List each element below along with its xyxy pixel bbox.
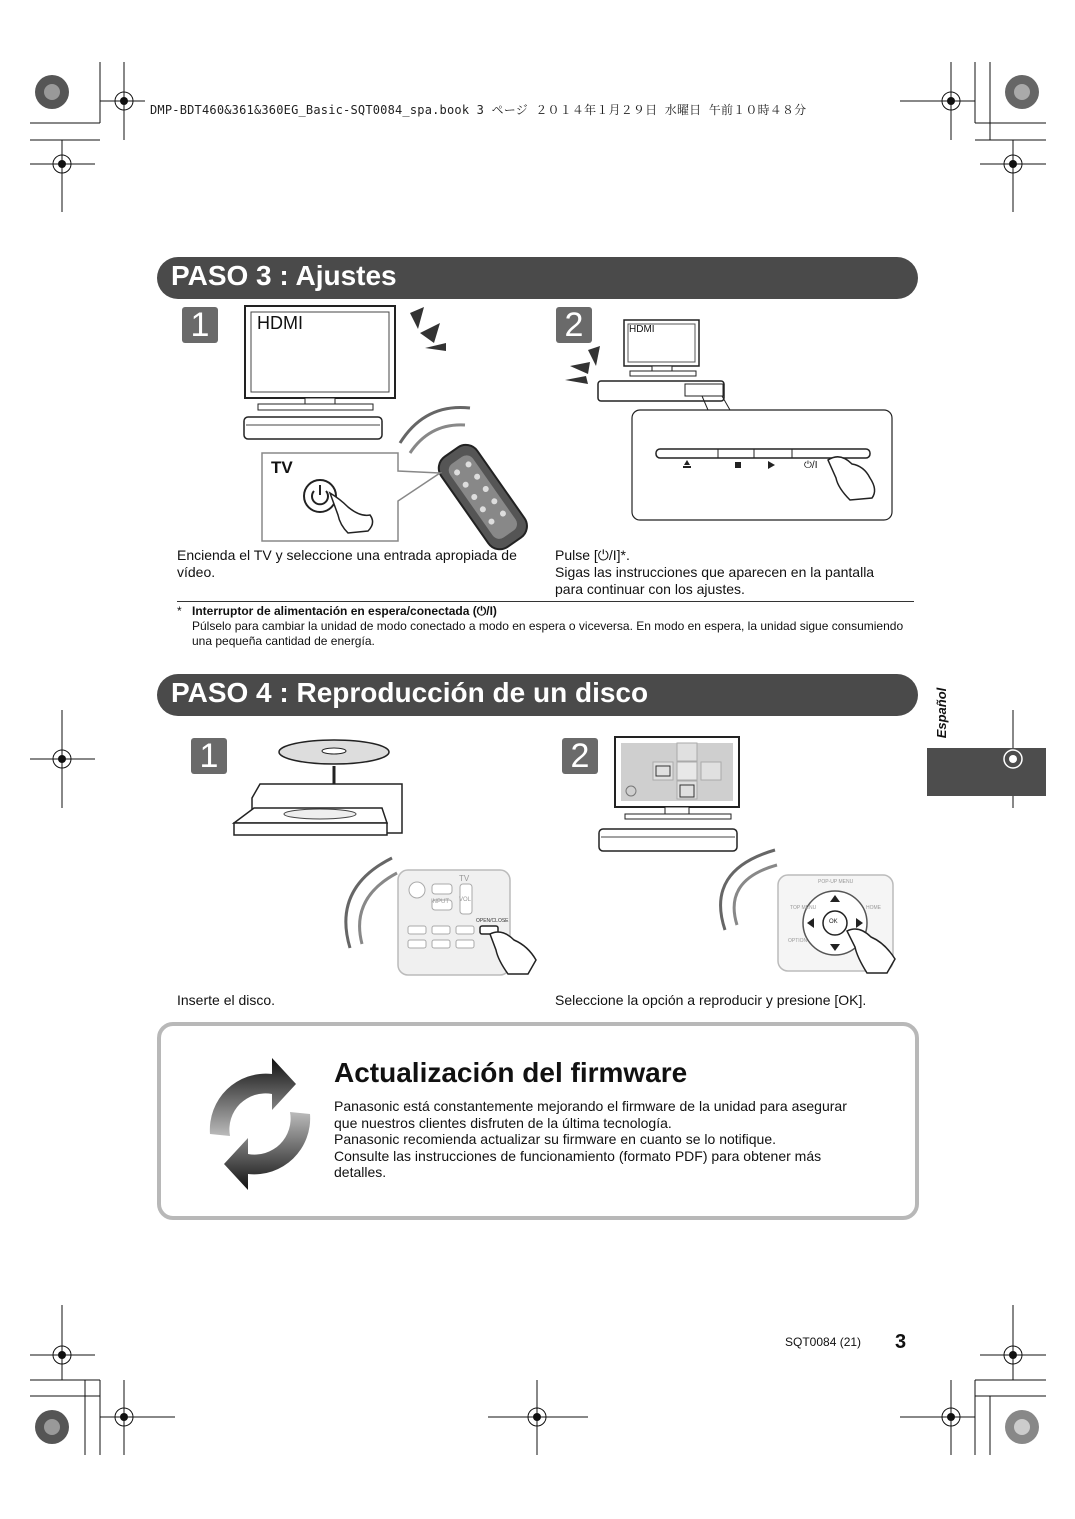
paso4-step2-badge: 2 xyxy=(562,738,598,774)
side-tab-target-icon xyxy=(998,744,1028,774)
footnote-body: Púlselo para cambiar la unidad de modo conectado a modo en espera o viceversa. En modo en espera, la unidad sigue consumiendo una pequeña cantidad de energía. xyxy=(192,619,904,648)
footnote-marker: * xyxy=(177,604,182,618)
footnote-title: Interruptor de alimentación en espera/conectada (⏻/I) xyxy=(192,604,497,618)
paso3-step2-badge: 2 xyxy=(556,307,592,343)
paso3-step1-badge: 1 xyxy=(182,307,218,343)
firmware-body: Panasonic está constantemente mejorando el firmware de la unidad para asegurar que nuestros clientes disfruten de la última tecnología. Panasonic recomienda actualizar su firmware en cuanto se lo notifique. Consulte las instrucciones de funcionamiento (formato PDF) para obtener más detalles. xyxy=(334,1098,847,1180)
tv-button-label: TV xyxy=(271,458,293,477)
paso4-step2-caption: Seleccione la opción a reproducir y presione [OK]. xyxy=(555,992,867,1008)
footnote-divider xyxy=(177,601,914,602)
paso3-step1-hdmi-label: HDMI xyxy=(257,313,303,333)
language-side-tab xyxy=(927,748,1046,796)
paso3-step2-hdmi-label: HDMI xyxy=(629,324,655,335)
language-label: Español xyxy=(934,687,949,739)
document-code: SQT0084 (21) xyxy=(785,1335,862,1349)
paso4-step2-illustration xyxy=(595,735,905,975)
remote-open-close-label: OPEN/CLOSE xyxy=(476,918,509,924)
power-standby-label: ⏻/I xyxy=(804,460,818,471)
remote-ok-label: OK xyxy=(829,919,838,925)
remote-home-label: HOME xyxy=(866,905,881,911)
paso4-step1-caption: Inserte el disco. xyxy=(177,992,276,1008)
paso3-step2-illustration xyxy=(560,318,900,538)
paso3-step2-caption: Pulse [⏻/I]*. Sigas las instrucciones que aparecen en la pantalla para continuar con los ajustes. xyxy=(555,547,875,597)
remote-tv-label: TV xyxy=(459,874,470,883)
remote-vol-label: VOL xyxy=(459,897,472,903)
paso3-step1-caption: Encienda el TV y seleccione una entrada apropiada de vídeo. xyxy=(177,547,517,580)
firmware-title: Actualización del firmware xyxy=(334,1057,688,1088)
paso4-title-bar xyxy=(157,674,918,716)
remote-option-label: OPTION xyxy=(788,938,808,944)
paso3-title-bar xyxy=(157,257,918,299)
page-number: 3 xyxy=(895,1331,907,1353)
remote-popup-menu-label: POP-UP MENU xyxy=(818,879,854,885)
paso4-step1-badge: 1 xyxy=(191,738,227,774)
paso3-step1-illustration xyxy=(240,303,540,543)
remote-input-label: INPUT xyxy=(431,899,449,905)
paso4-title: PASO 4 : Reproducción de un disco xyxy=(171,677,649,708)
print-header: DMP-BDT460&361&360EG_Basic-SQT0084_spa.book 3 ページ ２０１４年１月２９日 水曜日 午前１０時４８分 xyxy=(150,103,807,117)
paso4-step1-illustration xyxy=(232,738,562,978)
remote-top-menu-label: TOP MENU xyxy=(790,905,817,911)
paso3-title: PASO 3 : Ajustes xyxy=(171,260,397,291)
firmware-refresh-icon xyxy=(192,1044,332,1204)
